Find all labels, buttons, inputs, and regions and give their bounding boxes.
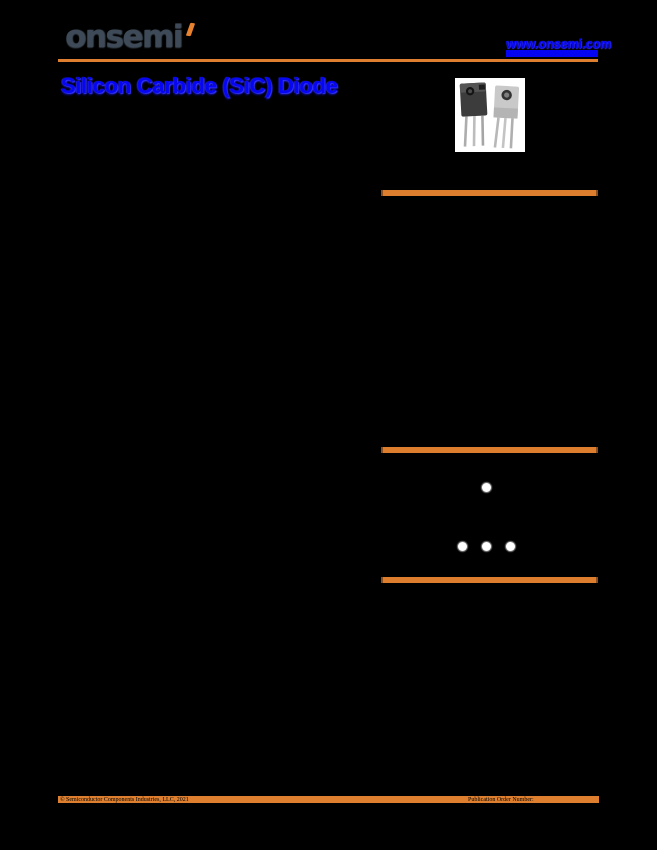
package-back-view [492,85,519,148]
section-rule-3 [381,577,598,583]
footer-publication-label: Publication Order Number: [468,797,534,803]
page-title: Silicon Carbide (SiC) Diode [61,73,338,98]
section-rule-2 [381,447,598,453]
to247-packages-image [455,78,525,152]
schematic-terminal-dot [458,542,467,551]
footer-page-number: 1 [326,804,329,810]
header-divider [58,59,598,62]
onsemi-logo: onsemi [65,19,182,55]
section-rule-1 [381,190,598,196]
package-front-view [460,82,489,146]
schematic-terminal-dot [482,542,491,551]
schematic-terminal-dot [482,483,491,492]
footer-revision: November, 2021 − Rev. 0 [60,804,122,810]
schematic-terminal-dot [506,542,515,551]
logo-spark-icon [186,23,195,36]
footer-copyright: © Semiconductor Components Industries, LLC, 2021 [60,797,189,803]
website-link[interactable]: www.onsemi.com [506,39,598,57]
footer-publication-number: FFSH40120ADN/D [520,804,569,810]
product-photo [455,78,525,152]
